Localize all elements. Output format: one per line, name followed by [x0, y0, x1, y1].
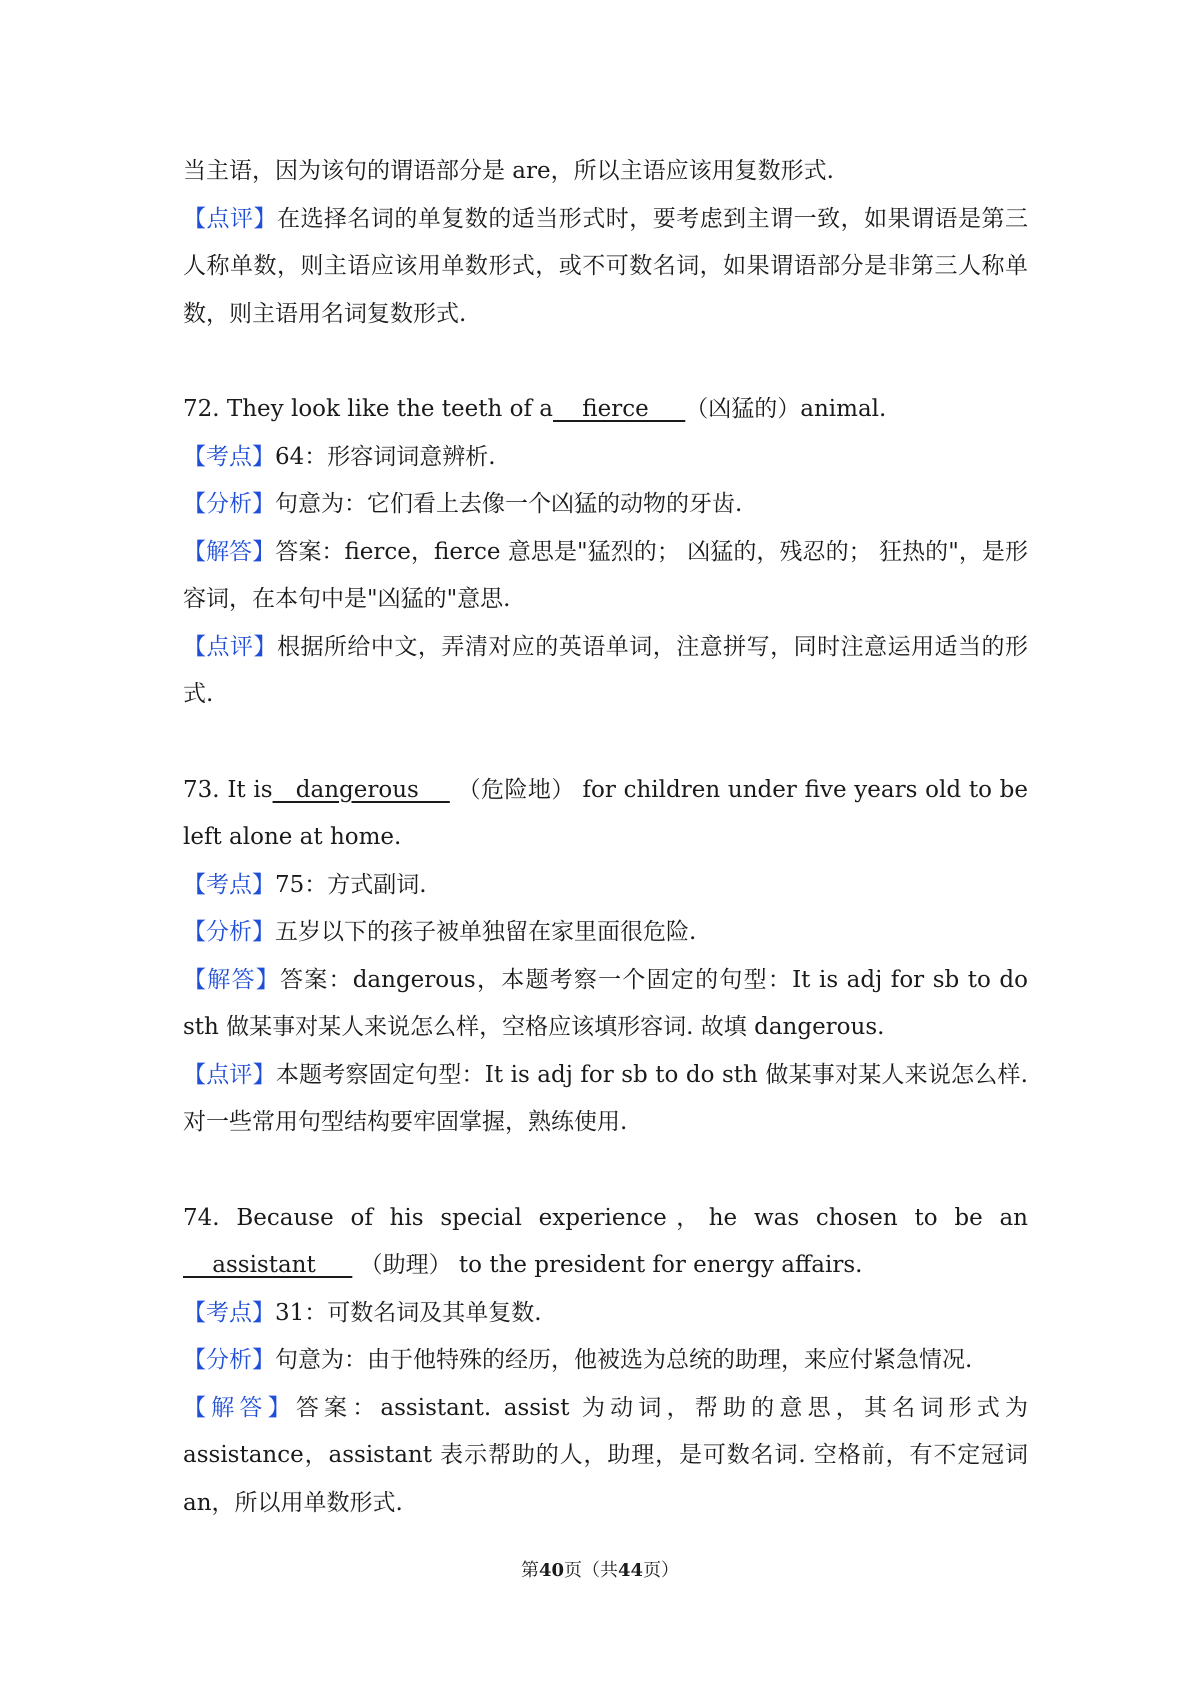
question-72-prefix: 72. They look like the teeth of a — [183, 396, 554, 422]
footer-mid: 页（共 — [564, 1560, 618, 1581]
spacer — [183, 1147, 1028, 1195]
q73-jieda — [183, 957, 1028, 1052]
footer-page-number: 40 — [538, 1560, 564, 1581]
q73-kaodian — [183, 862, 1028, 910]
q73-dianping — [183, 1052, 1028, 1147]
jieda-text: 答案：dangerous，本题考察一个固定的句型：It is adj for sb to do sth 做某事对某人来说怎么样，空格应该填形容词. 故填 dangerous. — [183, 966, 1028, 1040]
question-72 — [183, 386, 1028, 434]
question-73 — [183, 767, 1028, 862]
kaodian-text: 64：形容词词意辨析. — [275, 443, 496, 470]
dianping-text: 根据所给中文，弄清对应的英语单词，注意拼写，同时注意运用适当的形式. — [183, 633, 1029, 707]
jieda-tag: 【解答】 — [183, 1394, 296, 1421]
jieda-text: 答案：assistant. assist 为动词，帮助的意思，其名词形式为 assistance，assistant 表示帮助的人，助理，是可数名词. 空格前，有不定冠词 an，所以用单数形式. — [183, 1394, 1028, 1516]
kaodian-tag: 【考点】 — [183, 871, 275, 898]
previous-comment — [183, 196, 1028, 339]
footer-pre: 第 — [520, 1560, 539, 1581]
previous-answer-tail — [183, 148, 1028, 196]
question-73-answer: dangerous — [272, 776, 450, 803]
jieda-tag: 【解答】 — [183, 966, 280, 993]
fenxi-text: 句意为：它们看上去像一个凶猛的动物的牙齿. — [275, 491, 743, 517]
q74-fenxi — [183, 1337, 1028, 1385]
q74-jieda — [183, 1385, 1028, 1528]
question-74-suffix: （助理） to the president for energy affairs. — [352, 1252, 863, 1278]
fenxi-tag: 【分析】 — [183, 1347, 275, 1373]
q72-dianping — [183, 624, 1028, 719]
fenxi-text: 句意为：由于他特殊的经历，他被选为总统的助理，来应付紧急情况. — [275, 1347, 973, 1373]
fenxi-text: 五岁以下的孩子被单独留在家里面很危险. — [275, 919, 697, 945]
footer-total-pages: 44 — [618, 1560, 644, 1581]
fenxi-tag: 【分析】 — [183, 919, 275, 945]
question-74 — [183, 1195, 1028, 1290]
question-72-suffix: （凶猛的）animal. — [685, 396, 887, 422]
comment-text: 在选择名词的单复数的适当形式时，要考虑到主谓一致，如果谓语是第三人称单数，则主语应该用单数形式，或不可数名词，如果谓语部分是非第三人称单数，则主语用名词复数形式. — [183, 205, 1029, 327]
question-74-prefix: 74. Because of his special experience，he was chosen to be an — [183, 1204, 1028, 1231]
kaodian-text: 31：可数名词及其单复数. — [275, 1299, 542, 1326]
page-footer — [0, 1557, 1200, 1585]
previous-answer-text: 当主语，因为该句的谓语部分是 are，所以主语应该用复数形式. — [183, 158, 834, 184]
dianping-tag: 【点评】 — [183, 1061, 276, 1088]
spacer — [183, 719, 1028, 767]
jieda-tag: 【解答】 — [183, 538, 276, 565]
footer-post: 页） — [643, 1560, 680, 1581]
jieda-text: 答案：fierce，fierce 意思是"猛烈的； 凶猛的，残忍的； 狂热的"，是形容词，在本句中是"凶猛的"意思. — [183, 538, 1028, 612]
question-73-prefix: 73. It is — [183, 776, 273, 803]
q72-fenxi — [183, 481, 1028, 529]
q72-kaodian — [183, 434, 1028, 482]
question-74-answer: assistant — [183, 1252, 353, 1278]
question-72-answer: fierce — [553, 396, 686, 422]
q74-kaodian — [183, 1290, 1028, 1338]
kaodian-tag: 【考点】 — [183, 1299, 275, 1326]
document-page — [183, 148, 1028, 1527]
kaodian-text: 75：方式副词. — [275, 871, 427, 898]
q73-fenxi — [183, 909, 1028, 957]
dianping-tag: 【点评】 — [183, 633, 277, 660]
kaodian-tag: 【考点】 — [183, 443, 275, 470]
fenxi-tag: 【分析】 — [183, 491, 275, 517]
comment-tag: 【点评】 — [183, 205, 277, 232]
dianping-text: 本题考察固定句型：It is adj for sb to do sth 做某事对某人来说怎么样. 对一些常用句型结构要牢固掌握，熟练使用. — [183, 1061, 1028, 1135]
spacer — [183, 338, 1028, 386]
question-73-suffix: （危险地） for children under five years old to be left alone at home. — [183, 776, 1029, 850]
q72-jieda — [183, 529, 1028, 624]
